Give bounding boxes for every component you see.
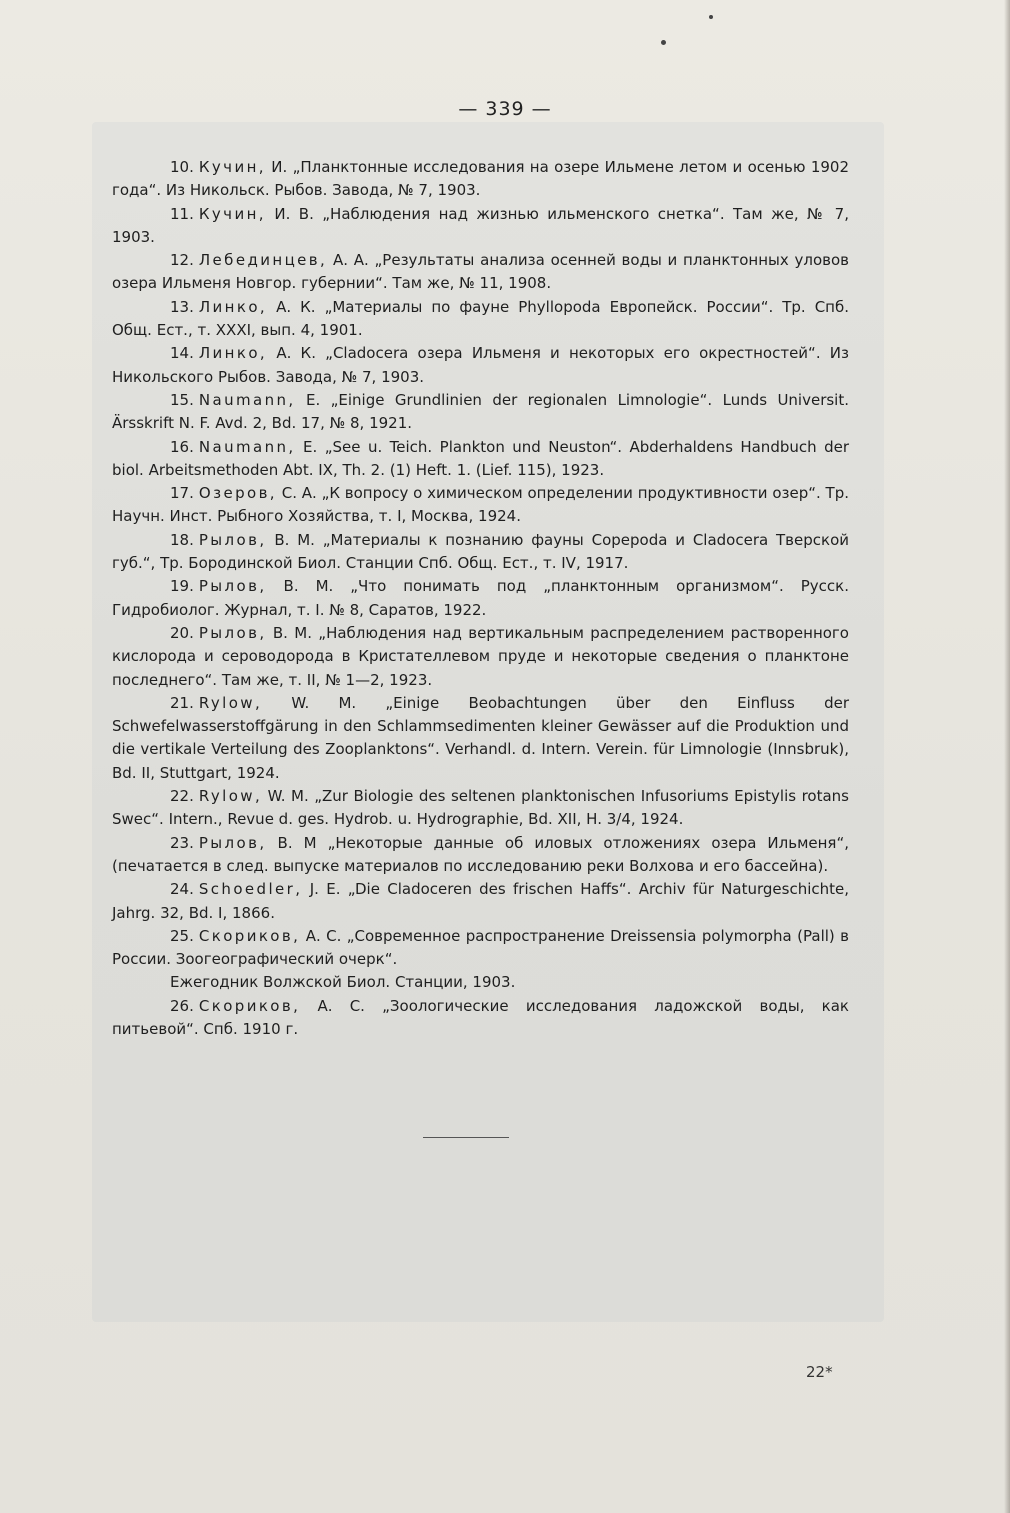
reference-number: 21. <box>170 693 194 712</box>
reference-text: W. M. „Zur Biologie des seltenen planktonischen Infusoriums Epistylis rotans Swec“. Intern., Revue d. ges. Hydrob. u. Hydrographie, Bd. XII, H. 3/4, 1924. <box>112 787 849 829</box>
reference-text: А. К. „Cladocera озера Ильменя и некоторых его окрестностей“. Из Никольского Рыбов. Завода, № 7, 1903. <box>112 344 849 386</box>
reference-item <box>112 995 849 1042</box>
reference-item <box>112 575 849 622</box>
reference-author: Рылов, <box>198 833 267 852</box>
reference-number: 13. <box>170 297 194 316</box>
signature-mark: 22* <box>806 1363 833 1381</box>
reference-item <box>112 482 849 529</box>
reference-item <box>112 878 849 925</box>
speck-mark <box>661 40 666 45</box>
reference-item <box>112 925 849 972</box>
reference-text: А. К. „Материалы по фауне Phyllopoda Европейск. России“. Тр. Спб. Общ. Ест., т. XXXI, вып. 4, 1901. <box>112 297 849 340</box>
reference-item <box>112 203 849 250</box>
reference-author: Рылов, <box>198 530 267 549</box>
reference-text: А. А. „Результаты анализа осенней воды и планктонных уловов озера Ильменя Новгор. губернии“. Там же, № 11, 1908. <box>112 251 849 293</box>
reference-text: J. E. „Die Cladoceren des frischen Haffs“. Archiv für Naturgeschichte, Jahrg. 32, Bd. I, 1866. <box>112 880 849 922</box>
reference-continuation: Ежегодник Волжской Биол. Станции, 1903. <box>170 973 516 992</box>
reference-text: И. В. „Наблюдения над жизнью ильменского снетка“. Там же, № 7, 1903. <box>112 204 849 246</box>
reference-item <box>112 832 849 879</box>
page-number: — 339 — <box>458 98 552 120</box>
reference-item <box>112 389 849 436</box>
reference-item <box>112 156 849 203</box>
reference-text: W. M. „Einige Beobachtungen über den Einfluss der Schwefelwasserstoffgärung in den Schlammsedimenten kleiner Gewässer auf die Produktion und die vertikale Verteilung des Zooplanktons“. Verhandl. d. Intern. Verein. für Limnologie (Innsbruk), Bd. II, Stuttgart, 1924. <box>112 693 849 782</box>
reference-text: В. М. „Наблюдения над вертикальным распределением растворенного кислорода и сероводорода в Кристателлевом пруде и некоторые сведения о планктоне последнего“. Там же, т. II, № 1—2, 1923. <box>112 623 849 689</box>
reference-item <box>112 296 849 343</box>
reference-item <box>112 692 849 785</box>
reference-author: Линко, <box>198 344 268 363</box>
reference-number: 16. <box>170 437 194 456</box>
reference-item <box>112 622 849 692</box>
reference-number: 19. <box>170 577 194 596</box>
reference-text: А. С. „Современное распространение Dreissensia polymorpha (Pall) в России. Зоогеографический очерк“. <box>112 926 849 969</box>
reference-text: В. М „Некоторые данные об иловых отложениях озера Ильменя“, (печатается в след. выпуске материалов по исследованию реки Волхова и его бассейна). <box>112 833 849 875</box>
reference-text: И. „Планктонные исследования на озере Ильмене летом и осенью 1902 года“. Из Никольск. Рыбов. Завода, № 7, 1903. <box>112 158 849 200</box>
page-edge-shadow <box>1004 0 1010 1513</box>
reference-author: Рылов, <box>198 577 267 596</box>
reference-author: Rylow, <box>198 693 263 712</box>
reference-number: 22. <box>170 787 194 806</box>
reference-number: 24. <box>170 880 194 899</box>
reference-author: Naumann, <box>198 437 296 456</box>
reference-number: 15. <box>170 390 194 409</box>
reference-author: Кучин, <box>198 158 266 176</box>
reference-number: 11. <box>170 204 194 223</box>
reference-author: Schoedler, <box>198 880 303 899</box>
reference-text: В. М. „Материалы к познанию фауны Copepoda и Cladocera Тверской губ.“, Тр. Бородинской Биол. Станции Спб. Общ. Ест., т. IV, 1917. <box>112 530 849 573</box>
reference-item <box>112 529 849 576</box>
reference-item <box>112 785 849 832</box>
reference-author: Кучин, <box>198 204 266 223</box>
reference-text: А. С. „Зоологические исследования ладожской воды, как питьевой“. Спб. 1910 г. <box>112 996 849 1038</box>
reference-text: С. А. „К вопросу о химическом определении продуктивности озер“. Тр. Научн. Инст. Рыбного Хозяйства, т. I, Москва, 1924. <box>112 484 849 526</box>
reference-number: 17. <box>170 484 194 503</box>
reference-number: 12. <box>170 251 194 270</box>
reference-number: 20. <box>170 623 194 642</box>
reference-author: Рылов, <box>198 623 267 642</box>
reference-author: Rylow, <box>198 787 263 806</box>
reference-text: E. „See u. Teich. Plankton und Neuston“. Abderhaldens Handbuch der biol. Arbeitsmethoden Abt. IX, Th. 2. (1) Heft. 1. (Lief. 115), 1923. <box>112 437 849 479</box>
reference-number: 23. <box>170 833 194 852</box>
reference-number: 18. <box>170 530 194 549</box>
end-rule <box>423 1137 509 1138</box>
reference-author: Naumann, <box>198 390 296 409</box>
reference-item <box>112 342 849 389</box>
speck-mark <box>709 15 713 19</box>
reference-item <box>112 436 849 483</box>
reference-number: 26. <box>170 996 194 1015</box>
reference-text: В. М. „Что понимать под „планктонным организмом“. Русск. Гидробиолог. Журнал, т. I. № 8, Саратов, 1922. <box>112 577 849 619</box>
reference-author: Скориков, <box>198 996 301 1015</box>
reference-author: Скориков, <box>198 926 301 945</box>
reference-number: 14. <box>170 344 194 363</box>
reference-number: 10. <box>170 158 194 176</box>
reference-list <box>112 156 849 1041</box>
reference-author: Лебединцев, <box>198 251 328 270</box>
reference-author: Озеров, <box>198 484 277 503</box>
reference-author: Линко, <box>198 297 268 316</box>
reference-number: 25. <box>170 926 194 945</box>
reference-item <box>112 249 849 296</box>
reference-text: E. „Einige Grundlinien der regionalen Limnologie“. Lunds Universit. Ärsskrift N. F. Avd. 2, Bd. 17, № 8, 1921. <box>112 390 849 433</box>
